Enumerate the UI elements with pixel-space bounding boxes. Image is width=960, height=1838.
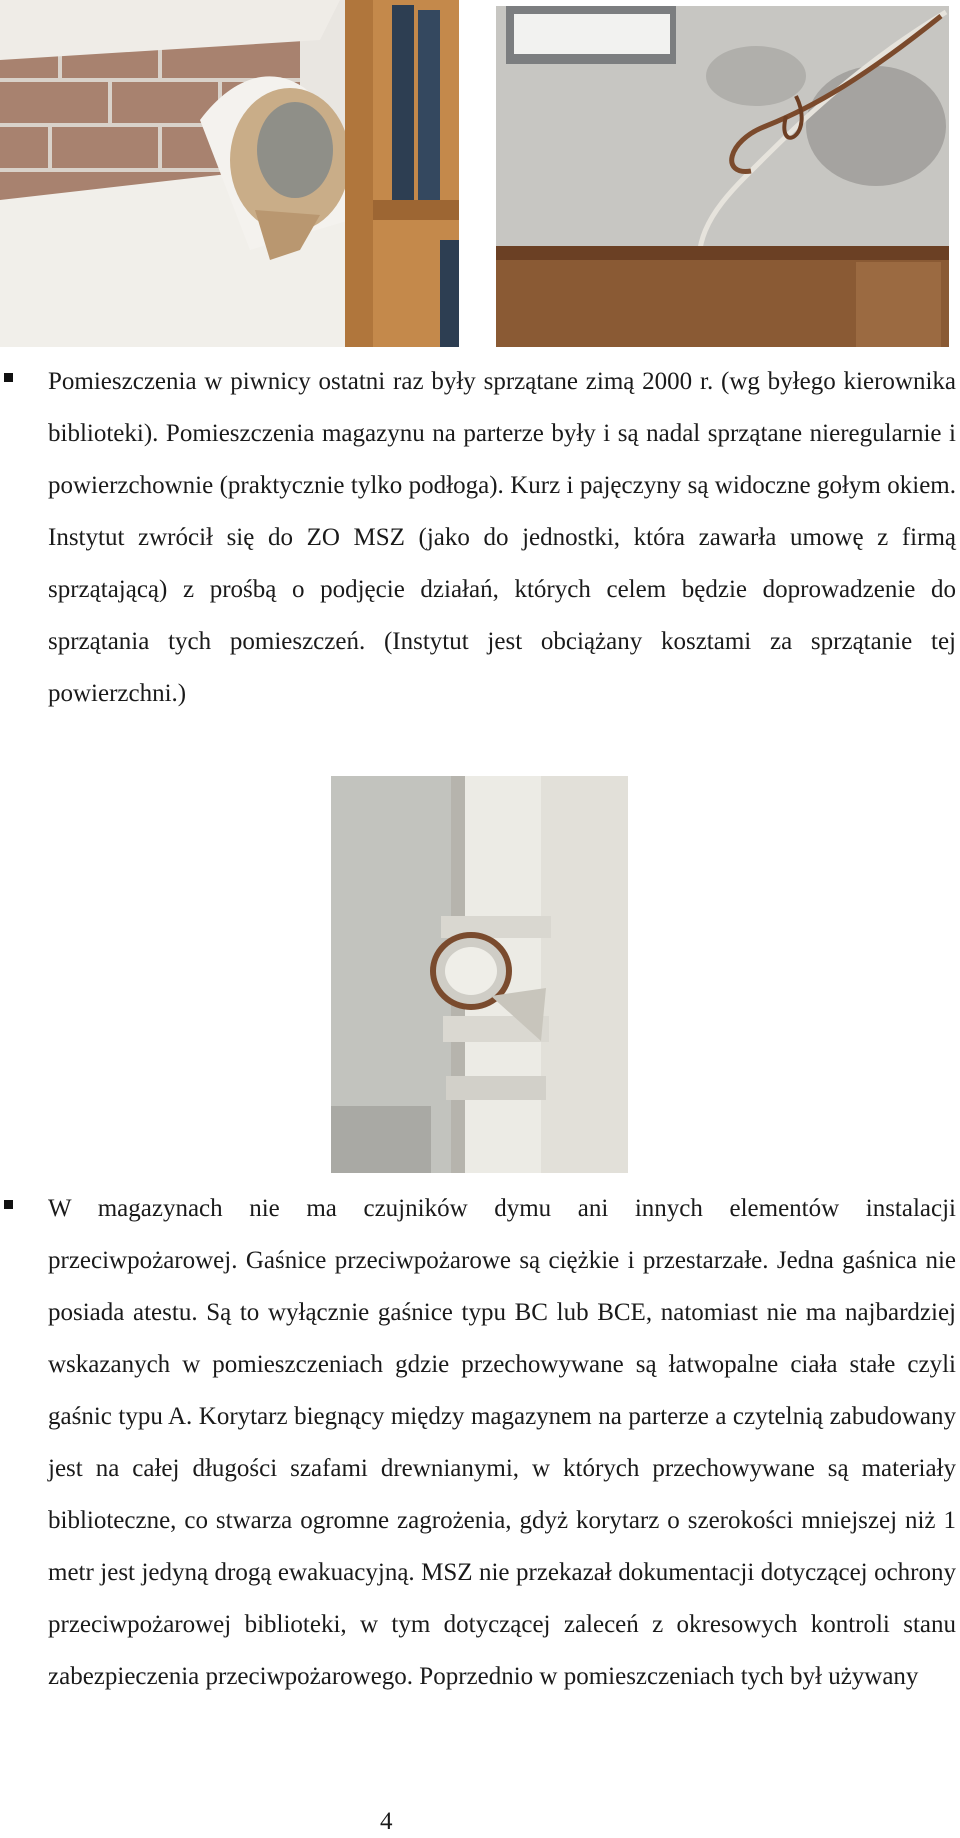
bullet-paragraph-fire-safety: [48, 1183, 956, 1703]
photo-icon: [0, 0, 459, 347]
bullet-square-icon: [4, 373, 13, 382]
photo-hanging-cable: [496, 6, 949, 347]
bullet-paragraph-cleaning: [48, 356, 956, 720]
paragraph-text: W magazynach nie ma czujników dymu ani innych elementów instalacji przeciwpożarowej. Gaśnice przeciwpożarowe są ciężkie i przestarzałe. Jedna gaśnica nie posiada atestu. Są to wyłącznie gaśnice typu BC lub BCE, natomiast nie ma najbardziej wskazanych w pomieszczeniach gdzie przechowywane są łatwopalne ciała stałe czyli gaśnic typu A. Korytarz biegnący między magazynem na parterze a czytelnią zabudowany jest na całej długości szafami drewnianymi, w których przechowywane są materiały biblioteczne, co stwarza ogromne zagrożenia, gdyż korytarz o szerokości mniejszej niż 1 metr jest jedyną drogą ewakuacyjną. MSZ nie przekazał dokumentacji dotyczącej ochrony przeciwpożarowej biblioteki, w tym dotyczącej zaleceń z okresowych kontroli stanu zabezpieczenia przeciwpożarowego. Poprzednio w pomieszczeniach tych był używany: [48, 1195, 956, 1690]
page-number: 4: [380, 1808, 393, 1835]
photo-icon: [496, 6, 949, 347]
photo-corroded-pipe: [331, 776, 628, 1173]
bullet-square-icon: [4, 1200, 13, 1209]
paragraph-text: Pomieszczenia w piwnicy ostatni raz były sprzątane zimą 2000 r. (wg byłego kierownika biblioteki). Pomieszczenia magazynu na parterze były i są nadal sprzątane nieregularnie i powierzchownie (praktycznie tylko podłoga). Kurz i pajęczyny są widoczne gołym okiem. Instytut zwrócił się do ZO MSZ (jako do jednostki, która zawarła umowę z firmą sprzątającą) z prośbą o podjęcie działań, których celem będzie doprowadzenie do sprzątania tych pomieszczeń. (Instytut jest obciążany kosztami za sprzątanie tej powierzchni.): [48, 368, 956, 707]
photo-pipe-brick-wall: [0, 0, 459, 347]
photo-icon: [331, 776, 628, 1173]
